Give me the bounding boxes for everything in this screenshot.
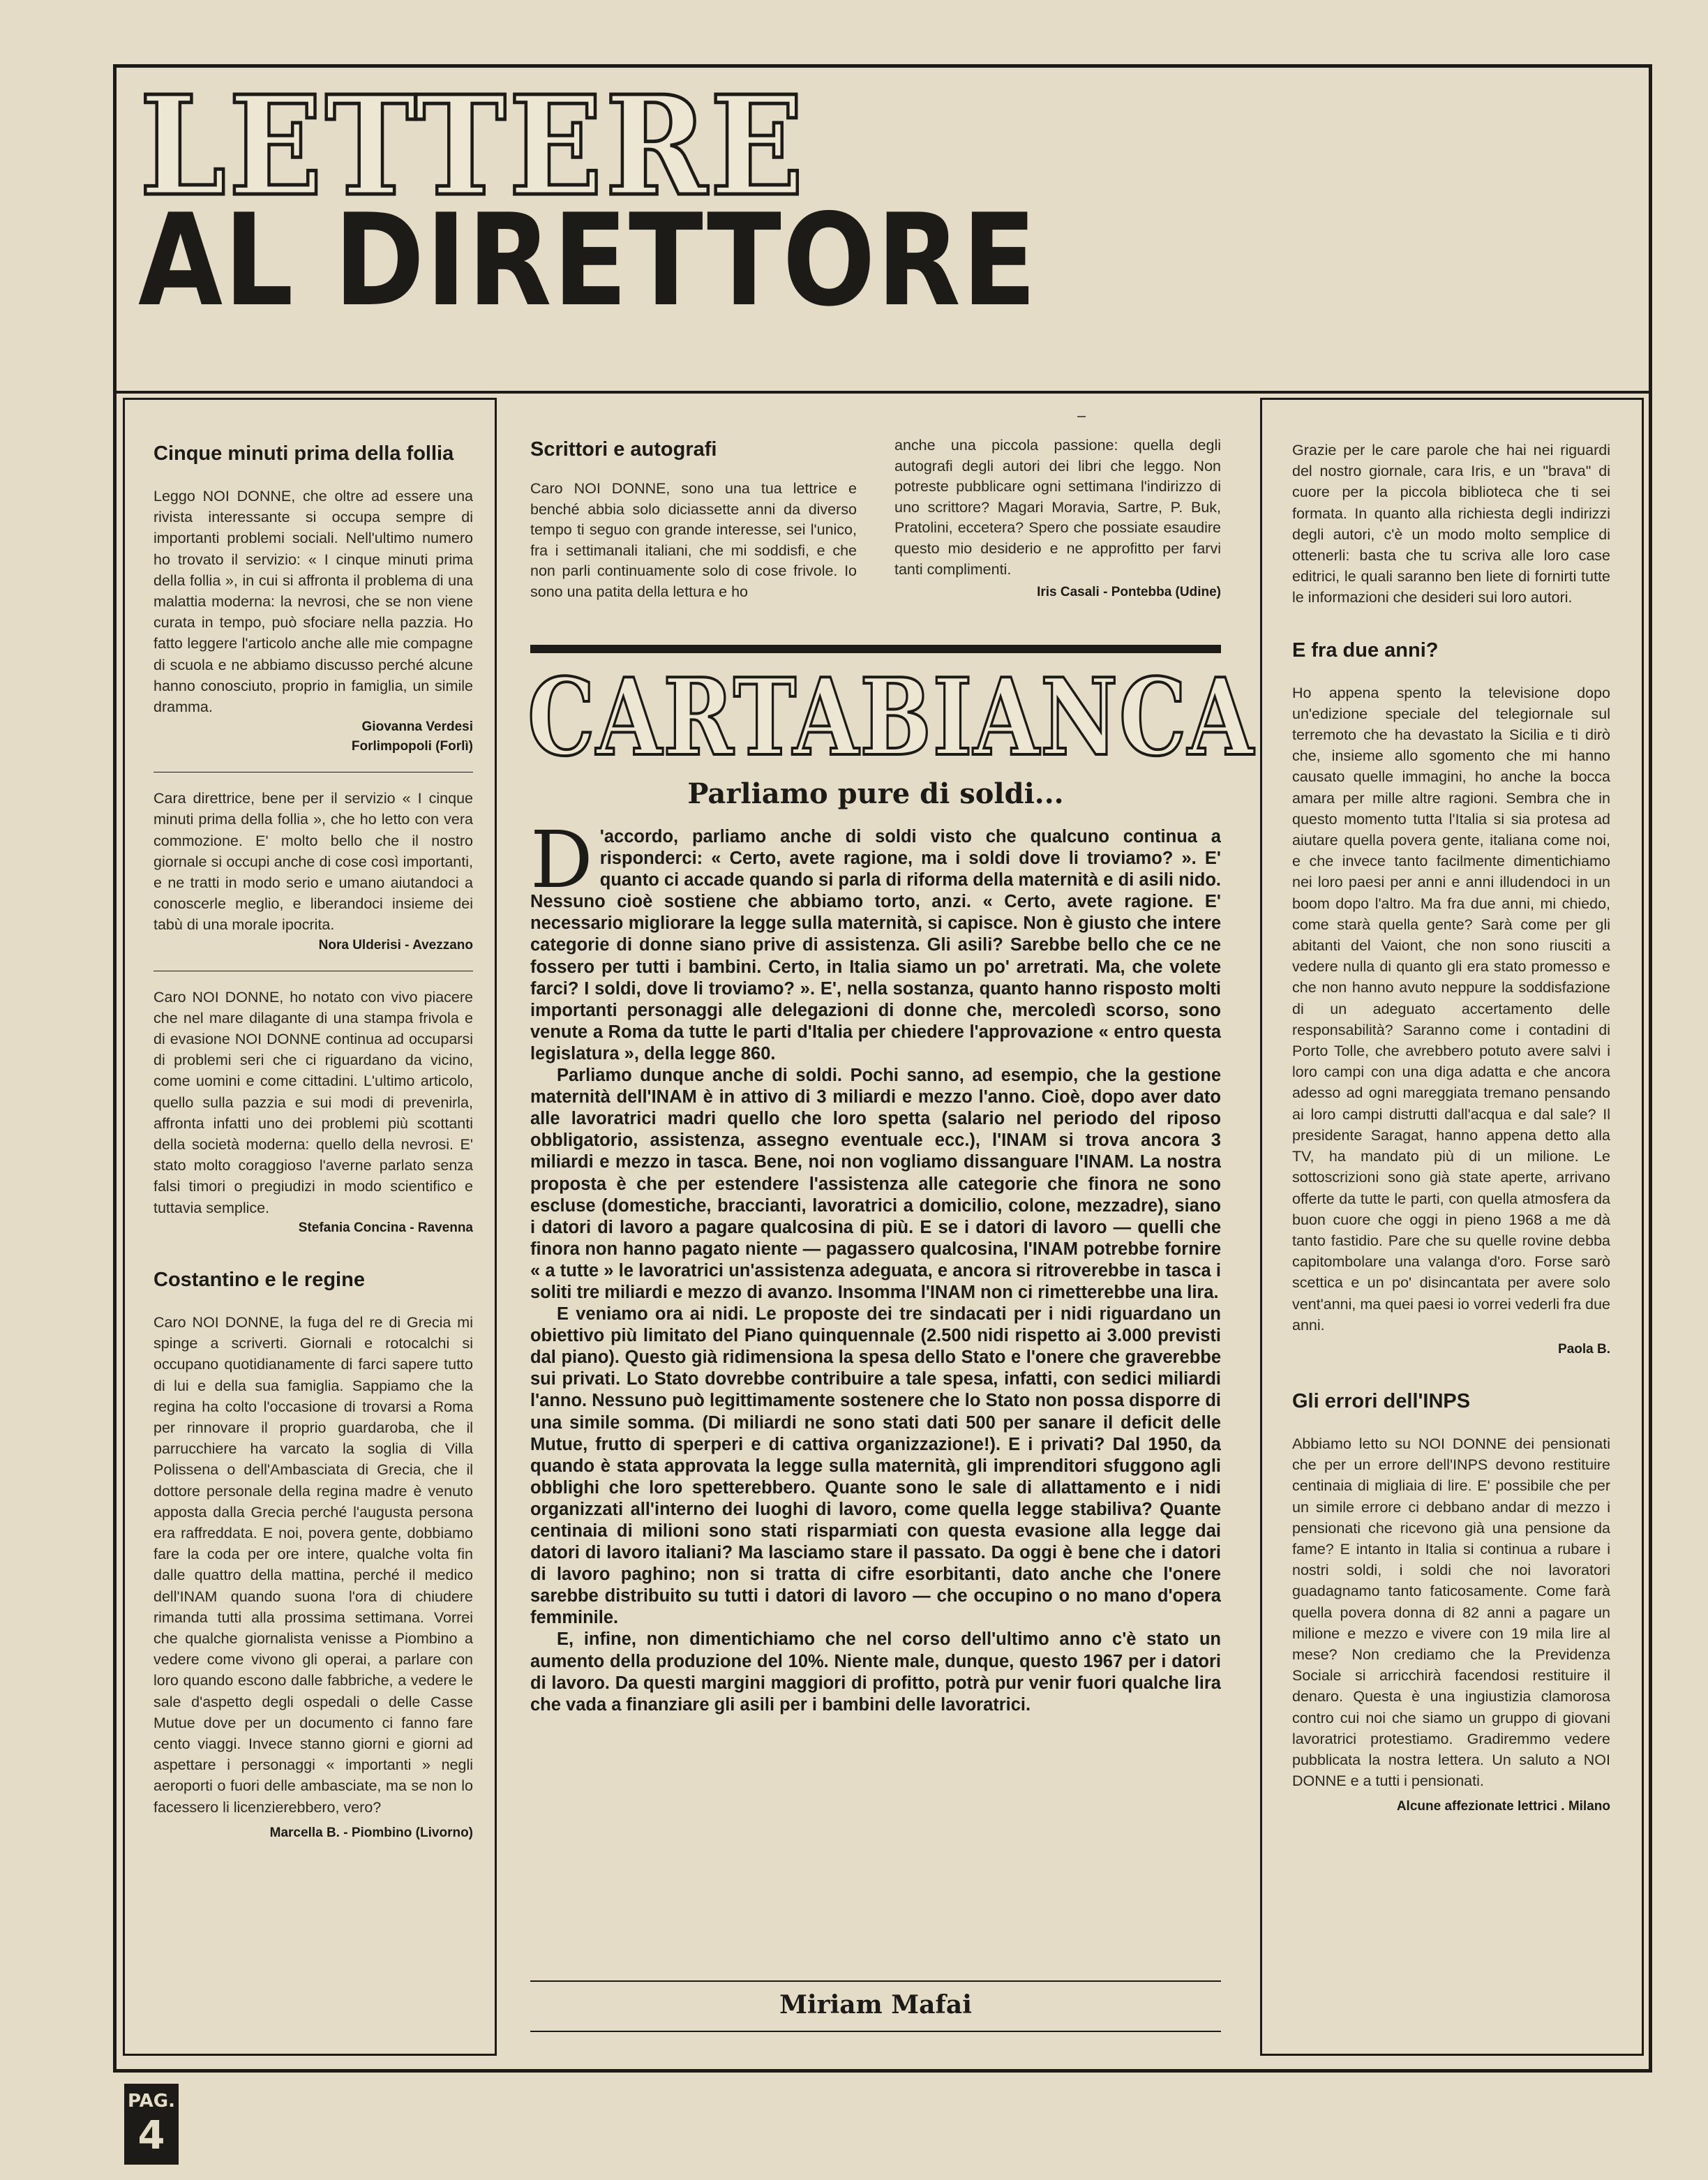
letter-column-2 [894, 435, 1221, 603]
right-column [1292, 440, 1610, 2052]
cartabianca-heading: CARTABIANCA [527, 655, 1255, 779]
article-paragraph: Parliamo dunque anche di soldi. Pochi sanno, ad esempio, che la gestione maternità dell'INAM è in attivo di 3 miliardi e mezzo l'anno. Cioè, dopo aver dato alle lavoratrici madri quello che loro spetta (salario nel periodo del riposo obbligatorio, assistenza, assegno eventuale ecc.), l'INAM si trova ancora 3 miliardi e mezzo in tasca. Bene, noi non vogliamo dissanguare l'INAM. La nostra proposta è che per estendere l'assistenza alle categorie che finora ne sono escluse (domestiche, braccianti, lavoratrici a domicilio, colone, mezzadre), siano i datori di lavoro a pagare qualcosina di più. E se i datori di lavoro — quelli che finora non hanno pagato niente — pagassero qualcosina, l'INAM potrebbe fornire « a tutte » le lavoratrici un'assistenza adeguata, e ancora si ritroverebbe in tasca i soliti tre miliardi e mezzo di avanzo. Insomma l'INAM non ci rimetterebbe una lira. [530, 1066, 1221, 1302]
section-gap [153, 1238, 473, 1266]
letter-text: Ho appena spento la televisione dopo un'edizione speciale del telegiornale sul terremoto che ha devastato la Sicilia e ti dirò che, insieme allo sgomento che mi hanno causato quelle immagini, ho anche la bocca amara per mille altre ragioni. Sembra che in questo momento tutta l'Italia si sia protesa ad aiutare quella povera gente, italiana come noi, e che invece tanto facilmente dimentichiamo nei loro paesi per anni e anni illudendoci in un boom dopo l'altro. Ma fra due anni, mi chiedo, come starà quella gente? Sarà come per gli abitanti del Vaiont, che non sono riusciti a vedere nulla di quanto gli era stato promesso e che non hanno avuto neppure la soddisfazione di un adeguato accertamento delle responsabilità? Saranno come i contadini di Porto Tolle, che avrebbero potuto avere salvi i loro campi con una diga adatta e che ancora adesso ad ogni mareggiata tremano pensando ai loro campi distrutti dall'acqua e dal sale? Il presidente Saragat, hanno appena detto alla TV, ha mandato più di un milione. Le sottoscrizioni sono già state aperte, arrivano offerte da tutte le parti, con quella atmosfera da buon cuore che oggi in pieno 1968 a me dà tanto fastidio. Pare che su quelle rovine debba capitombolare una valanga d'oro. Forse sarò scettica e un po' disincantata per avere solo vent'anni, ma quei paesi io vorrei vederli fra due anni. [1292, 684, 1610, 1334]
editor-reply: Grazie per le care parole che hai nei riguardi del nostro giornale, cara Iris, e un "brava" di cuore per la piccola biblioteca che ti sei formata. In quanto alla richiesta degli indirizzi degli autori, c'è un modo molto semplice di ottenerli: basta che tu scriva alle loro case editrici, le quali saranno ben liete di fornirti tutte le informazioni che desideri sui loro autori. [1292, 442, 1610, 606]
author-rule-top [530, 1980, 1221, 1982]
author-rule-bottom [530, 2031, 1221, 2032]
article-paragraph-text: 'accordo, parliamo anche di soldi visto che qualcuno continua a risponderci: « Certo, avete ragione, ma i soldi dove li troviamo? ». E' quanto ci accade quando si parla di riforma della maternità e di asili nido. Nessuno cioè sostiene che abbiamo torto, anzi. « Certo, avete ragione. E' necessario migliorare la legge sulla maternità, si capisce. Non è giusto che intere categorie di donne siano prive di assistenza. Gli asili? Sarebbe bello che ce ne fossero per tutti i bambini. Certo, in Italia siamo un po' arretrati. Ma, che volete farci? I soldi, dove li troviamo? ». E', nella sostanza, quanto hanno risposto molti importanti personaggi alle delegazioni di donne che, mercoledì scorso, sono venute a Roma da tutte le parti d'Italia per chiedere l'approvazione « entro questa legislatura », della legge 860. [530, 827, 1221, 1063]
heavy-divider [530, 645, 1221, 653]
letter-text: Caro NOI DONNE, ho notato con vivo piacere che nel mare dilagante di una stampa frivola e di evasione NOI DONNE continua ad occuparsi di problemi seri che ci riguardano da vicino, come uomini e come cittadini. L'ultimo articolo, quello sulla pazzia e sui modi di prevenirla, affronta infatti uno dei problemi più scottanti della società moderna: quello della nevrosi. E' stato molto coraggioso l'averne parlato senza falsi timori o pregiudizi in modo scientifico e tuttavia semplice. [153, 988, 473, 1216]
letter-text: Caro NOI DONNE, sono una tua lettrice e benché abbia solo diciassette anni da diverso tempo ti seguo con grande interesse, sei l'unico, fra i settimanali italiani, che mi soddisfi, e che non parli continuamente solo di cose frivole. Io sono una patita della lettura e ho [530, 480, 857, 600]
letter-columns [530, 435, 1221, 603]
article-paragraph [530, 826, 1221, 1065]
letter-text: Caro NOI DONNE, la fuga del re di Grecia mi spinge a scriverti. Giornali e rotocalchi si occupano quotidianamente di farci sapere tutto di lui e della sua famiglia. Sappiamo che la regina ha colto l'occasione di trovarsi a Roma per rinnovare il proprio guardaroba, che il parrucchiere ha varcato la soglia di Villa Polissena o dell'Ambasciata di Grecia, che il dottore personale della regina madre è venuto apposta dalla Grecia perché l'augusta persona era raffreddata. E noi, povera gente, dobbiamo fare la coda per ore intere, qualche volta fin dalle quattro della mattina, perché il medico dell'INAM quando suona l'ora di chiudere rimanda tutti alla prossima settimana. Vorrei che qualche giornalista venisse a Piombino a vedere come vivono gli operai, a parlare con loro quando escono dalle fabbriche, a vedere le sale d'aspetto degli ospedali o delle Casse Mutue dove per un documento ci fanno fare cento viaggi. Invece stanno giorni e giorni ad aspettare i personaggi « importanti » negli aeroporti o fuori delle ambasciate, ma se non lo facessero li licenzierebbero, vero? [153, 1313, 473, 1816]
cartabianca-subtitle: Parliamo pure di soldi... [687, 777, 1064, 810]
page-label: PAG. [127, 2091, 175, 2112]
section-title-cinque-minuti: Cinque minuti prima della follia [153, 442, 454, 465]
letter-place: Forlimpopoli (Forlì) [351, 739, 473, 754]
section-title-costantino: Costantino e le regine [153, 1268, 365, 1291]
letter-signature: Marcella B. - Piombino (Livorno) [269, 1825, 473, 1840]
letter-column-1 [530, 435, 857, 603]
section-gap [1292, 609, 1610, 636]
title-lettere: LETTERE [140, 66, 807, 227]
drop-cap: D [530, 826, 593, 906]
section-title-errori-inps: Gli errori dell'INPS [1292, 1389, 1471, 1412]
letter-text: Abbiamo letto su NOI DONNE dei pensionati che per un errore dell'INPS devono restituire centinaia di migliaia di lire. E' possibile che per un simile errore ci debbano andar di mezzo i pensionati che ricevono già una pensione da fame? E intanto in Italia si continua a rubare i nostri soldi, i soldi che noi lavoratori guadagnamo tanto faticosamente. Come farà quella povera donna di 82 anni a pagare un milione e mezzo e vivere con 19 mila lire al mese? Non crediamo che la Previdenza Sociale si arricchirà facendosi restituire il denaro. Questa è una ingiustizia clamorosa contro cui noi che siamo un gruppo di giovani lavoratrici protestiamo. Gradiremmo vedere pubblicata la nostra lettera. Un saluto a NOI DONNE e a tutti i pensionati. [1292, 1435, 1610, 1790]
article-paragraph: E veniamo ora ai nidi. Le proposte dei tre sindacati per i nidi riguardano un obiettivo più limitato del Piano quinquennale (2.500 nidi rispetto ai 3.000 previsti dal piano). Questo già ridimensiona la spesa dello Stato e l'onere che graverebbe sui privati. Lo Stato dovrebbe contribuire a tale spesa, infatti, con sedici miliardi l'anno. Nessuno può legittimamente sostenere che lo Stato non possa disporre di una simile somma. (Di miliardi ne sono stati dati 500 per sanare il deficit delle Mutue, frutto di sperperi e di cattiva organizzazione!). E i privati? Dal 1950, da quando è stata approvata la legge sulla maternità, gli imprenditori sfuggono agli obblighi che loro spetterebbero. Quante sono le sale di allattamento e i nidi organizzati all'interno dei luoghi di lavoro, come quella legge stabiliva? Quante centinaia di milioni sono stati risparmiati con questa evasione alla legge dai datori di lavoro italiani? Ma lasciamo stare il passato. Da oggi è bene che i datori di lavoro paghino; non si tratta di cifre esorbitanti, dato anche che l'onere sarebbe distribuito su tutti i datori di lavoro — che occupino o no mano d'opera femminile. [530, 1304, 1221, 1628]
title-al-direttore: AL DIRETTORE [138, 186, 1038, 334]
letter-signature: Nora Ulderisi - Avezzano [318, 937, 473, 953]
section-gap [1292, 1359, 1610, 1387]
article-paragraph: E, infine, non dimentichiamo che nel corso dell'ultimo anno c'è stato un aumento della produzione del 10%. Niente male, dunque, questo 1967 per i datori di lavoro. Da questi margini maggiori di profitto, potrà pur venir fuori qualche lira che vada a finanziare gli asili per i bambini delle lavoratrici. [530, 1629, 1221, 1715]
article-author: Miriam Mafai [779, 1990, 972, 2020]
left-column [153, 440, 473, 2052]
letter-text: Cara direttrice, bene per il servizio « I cinque minuti prima della follia », che ho letto con vera commozione. E' molto bello che il nostro giornale si occupi anche di cose così importanti, e ne tratti in modo serio e umano aiutandoci a conoscerle meglio, e liberandoci insieme dei tabù di una morale ipocrita. [153, 790, 473, 934]
letter-signature: Alcune affezionate lettrici . Milano [1396, 1799, 1610, 1814]
cartabianca-article [530, 826, 1221, 1957]
letter-signature: Giovanna Verdesi [361, 719, 473, 735]
section-title-scrittori: Scrittori e autografi [530, 438, 717, 461]
page-number-badge [124, 2084, 179, 2165]
letter-signature: Iris Casali - Pontebba (Udine) [1037, 585, 1221, 600]
letter-scrittori [530, 435, 1221, 645]
section-title-fra-due-anni: E fra due anni? [1292, 639, 1439, 662]
letter-signature: Paola B. [1558, 1341, 1610, 1357]
print-mark [1077, 416, 1086, 417]
letter-text: Leggo NOI DONNE, che oltre ad essere una rivista interessante si occupa sempre di importanti problemi sociali. Nell'ultimo numero ho trovato il servizio: « I cinque minuti prima della follia », in cui si affronta il problema di una malattia moderna: la nevrosi, che se non viene curata in tempo, può sfociare nella pazzia. Ho fatto leggere l'articolo anche alle mie compagne di scuola e ne abbiamo discusso perché alcune hanno conosciuto, proprio in famiglia, un simile dramma. [153, 488, 473, 716]
page-number: 4 [137, 2113, 165, 2158]
letter-text: anche una piccola passione: quella degli autografi degli autori dei libri che leggo. Non potreste pubblicare ogni settimana l'indirizzo di uno scrittore? Magari Moravia, Sartre, P. Buk, Pratolini, eccetera? Spero che possiate esaudire questo mio desiderio e ne approfitto per farvi tanti complimenti. [894, 437, 1221, 578]
letter-signature: Stefania Concina - Ravenna [298, 1220, 473, 1235]
